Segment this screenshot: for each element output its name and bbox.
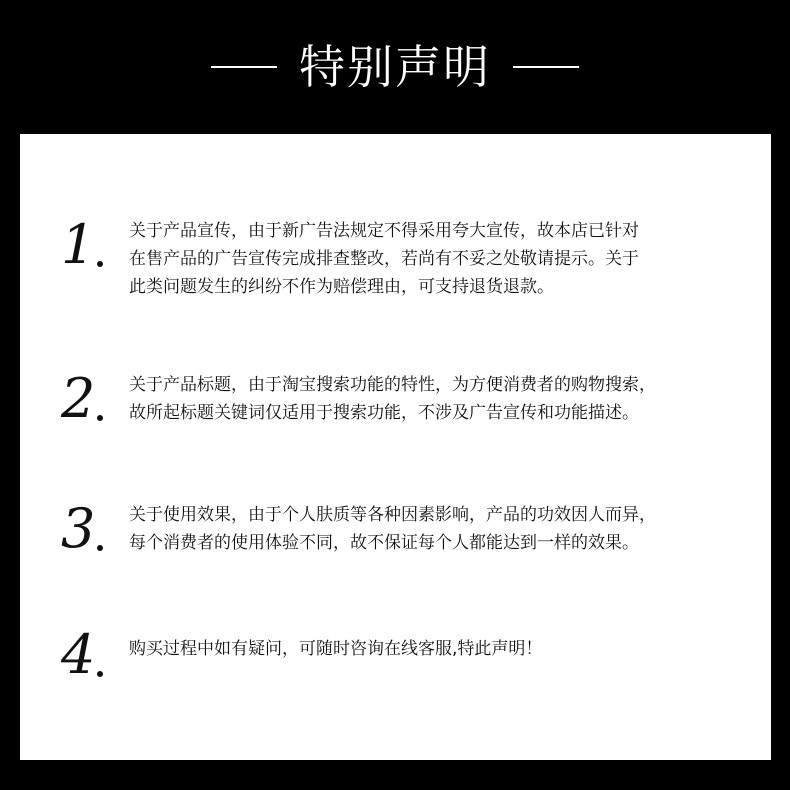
item-text-2 [129, 371, 764, 427]
header-right-line [513, 66, 579, 68]
statement-panel [20, 134, 771, 760]
item-text-1 [129, 217, 764, 301]
item-text-line: 购买过程中如有疑问，可随时咨询在线客服,特此声明！ [129, 639, 543, 659]
item-number-dot [97, 545, 103, 551]
item-text-line: 关于产品标题，由于淘宝搜索功能的特性，为方便消费者的购物搜索， [129, 375, 656, 395]
item-text-line: 每个消费者的使用体验不同，故不保证每个人都能达到一样的效果。 [129, 533, 639, 553]
item-number-4: 4 [61, 623, 96, 686]
item-text-3 [129, 501, 764, 557]
item-text-line: 关于产品宣传，由于新广告法规定不得采用夸大宣传，故本店已针对 [129, 221, 639, 241]
item-number-3: 3 [61, 497, 96, 560]
item-number-1: 1 [61, 213, 96, 276]
item-text-line: 故所起标题关键词仅适用于搜索功能，不涉及广告宣传和功能描述。 [129, 403, 639, 423]
page-title: 特别声明 [299, 40, 491, 94]
item-number-dot [97, 415, 103, 421]
item-number-dot [97, 671, 103, 677]
header-left-line [211, 66, 277, 68]
item-text-4 [129, 635, 764, 663]
header-content [211, 40, 579, 94]
item-number-dot [97, 261, 103, 267]
header-bar [0, 0, 790, 134]
item-number-2: 2 [61, 367, 96, 430]
item-text-line: 此类问题发生的纠纷不作为赔偿理由，可支持退货退款。 [129, 277, 554, 297]
item-text-line: 关于使用效果，由于个人肤质等各种因素影响，产品的功效因人而异， [129, 505, 656, 525]
item-text-line: 在售产品的广告宣传完成排查整改，若尚有不妥之处敬请提示。关于 [129, 249, 639, 269]
